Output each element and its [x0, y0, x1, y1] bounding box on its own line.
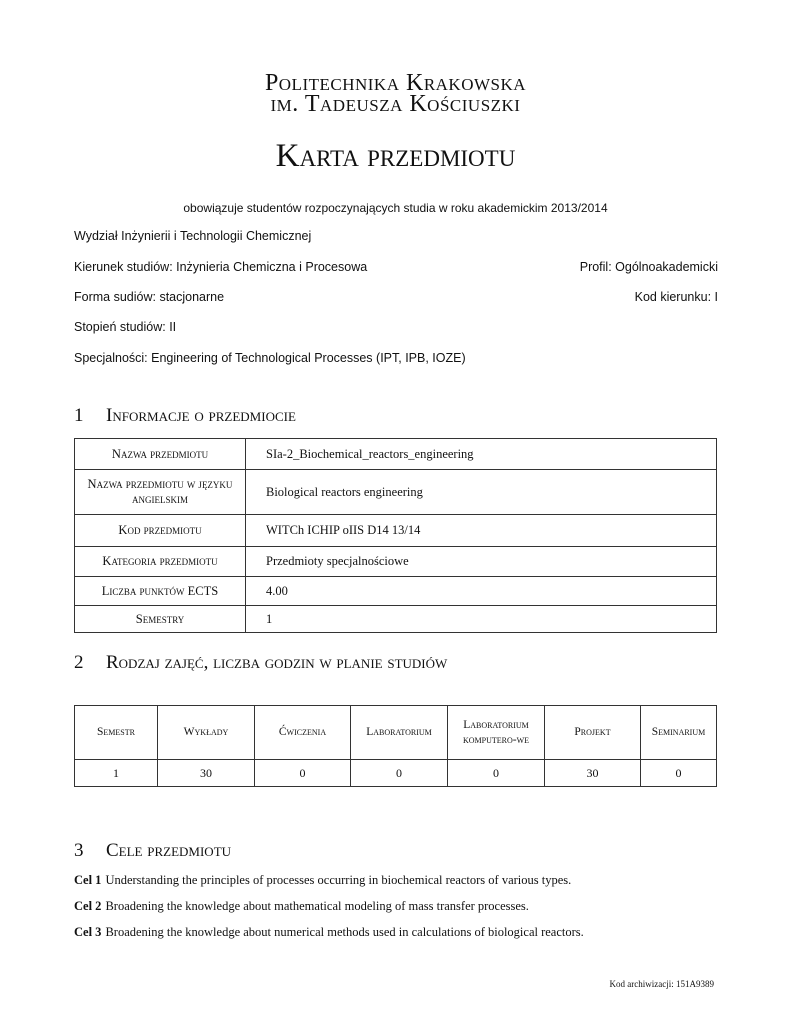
goal-text: Broadening the knowledge about numerical methods used in calculations of biological reactors. [105, 925, 584, 939]
goal-label: Cel 3 [74, 925, 102, 939]
specializations: Specjalności: Engineering of Technological Processes (IPT, IPB, IOZE) [74, 351, 466, 365]
row-value: Przedmioty specjalnościowe [246, 547, 717, 577]
row-key: Kod przedmiotu [75, 515, 246, 547]
row-key: Nazwa przedmiotu [75, 439, 246, 470]
profile: Profil: Ogólnoakademicki [579, 260, 718, 274]
row-key: Liczba punktów ECTS [75, 577, 246, 606]
table-row [75, 760, 717, 787]
table-cell: 0 [255, 760, 351, 787]
row-value: WITCh ICHIP oIIS D14 13/14 [246, 515, 717, 547]
section-title: Cele przedmiotu [106, 840, 232, 861]
goal-item [74, 925, 584, 940]
row-value: 1 [246, 606, 717, 633]
hours-table [74, 705, 717, 787]
section-number: 3 [74, 840, 84, 861]
row-key: Semestry [75, 606, 246, 633]
goal-label: Cel 1 [74, 873, 102, 887]
row-value: Biological reactors engineering [246, 470, 717, 515]
row-key: Kategoria przedmiotu [75, 547, 246, 577]
table-cell: 0 [448, 760, 545, 787]
column-header: Seminarium [641, 706, 717, 760]
study-level: Stopień studiów: II [74, 320, 177, 334]
column-header: Projekt [545, 706, 641, 760]
subject-info-table [74, 438, 717, 633]
goal-text: Understanding the principles of processes occurring in biochemical reactors of various types. [105, 873, 572, 887]
section-title: Informacje o przedmiocie [106, 405, 296, 426]
table-header-row [75, 706, 717, 760]
table-row [75, 515, 717, 547]
table-cell: 30 [545, 760, 641, 787]
study-form: Forma sudiów: stacjonarne [74, 290, 225, 304]
university-name-line1: Politechnika Krakowska [264, 70, 527, 96]
section-3-heading [74, 840, 231, 862]
goal-item [74, 899, 529, 914]
field-of-study: Kierunek studiów: Inżynieria Chemiczna i Procesowa [74, 260, 368, 274]
table-cell: 0 [641, 760, 717, 787]
column-header: Semestr [75, 706, 158, 760]
column-header: Wykłady [158, 706, 255, 760]
section-number: 2 [74, 652, 84, 673]
column-header: Laboratorium komputero-we [448, 706, 545, 760]
goal-label: Cel 2 [74, 899, 102, 913]
goal-item [74, 873, 571, 888]
validity-note: obowiązuje studentów rozpoczynających studia w roku akademickim 2013/2014 [183, 201, 608, 215]
table-row [75, 439, 717, 470]
row-value: SIa-2_Biochemical_reactors_engineering [246, 439, 717, 470]
archive-code: Kod archiwizacji: 151A9389 [609, 979, 714, 989]
section-number: 1 [74, 405, 84, 426]
table-row [75, 606, 717, 633]
page-title: Karta przedmiotu [275, 138, 516, 174]
table-row [75, 470, 717, 515]
row-key: Nazwa przedmiotu w języku angielskim [75, 470, 246, 515]
table-cell: 0 [351, 760, 448, 787]
column-header: Ćwiczenia [255, 706, 351, 760]
section-2-heading [74, 652, 447, 674]
goal-text: Broadening the knowledge about mathematical modeling of mass transfer processes. [105, 899, 529, 913]
table-cell: 1 [75, 760, 158, 787]
row-value: 4.00 [246, 577, 717, 606]
column-header: Laboratorium [351, 706, 448, 760]
university-name-line2: im. Tadeusza Kościuszki [270, 91, 521, 117]
table-cell: 30 [158, 760, 255, 787]
table-row [75, 577, 717, 606]
section-title: Rodzaj zajęć, liczba godzin w planie studiów [106, 652, 448, 673]
section-1-heading [74, 405, 296, 427]
table-row [75, 547, 717, 577]
faculty: Wydział Inżynierii i Technologii Chemicznej [74, 229, 312, 243]
field-code: Kod kierunku: I [634, 290, 718, 304]
